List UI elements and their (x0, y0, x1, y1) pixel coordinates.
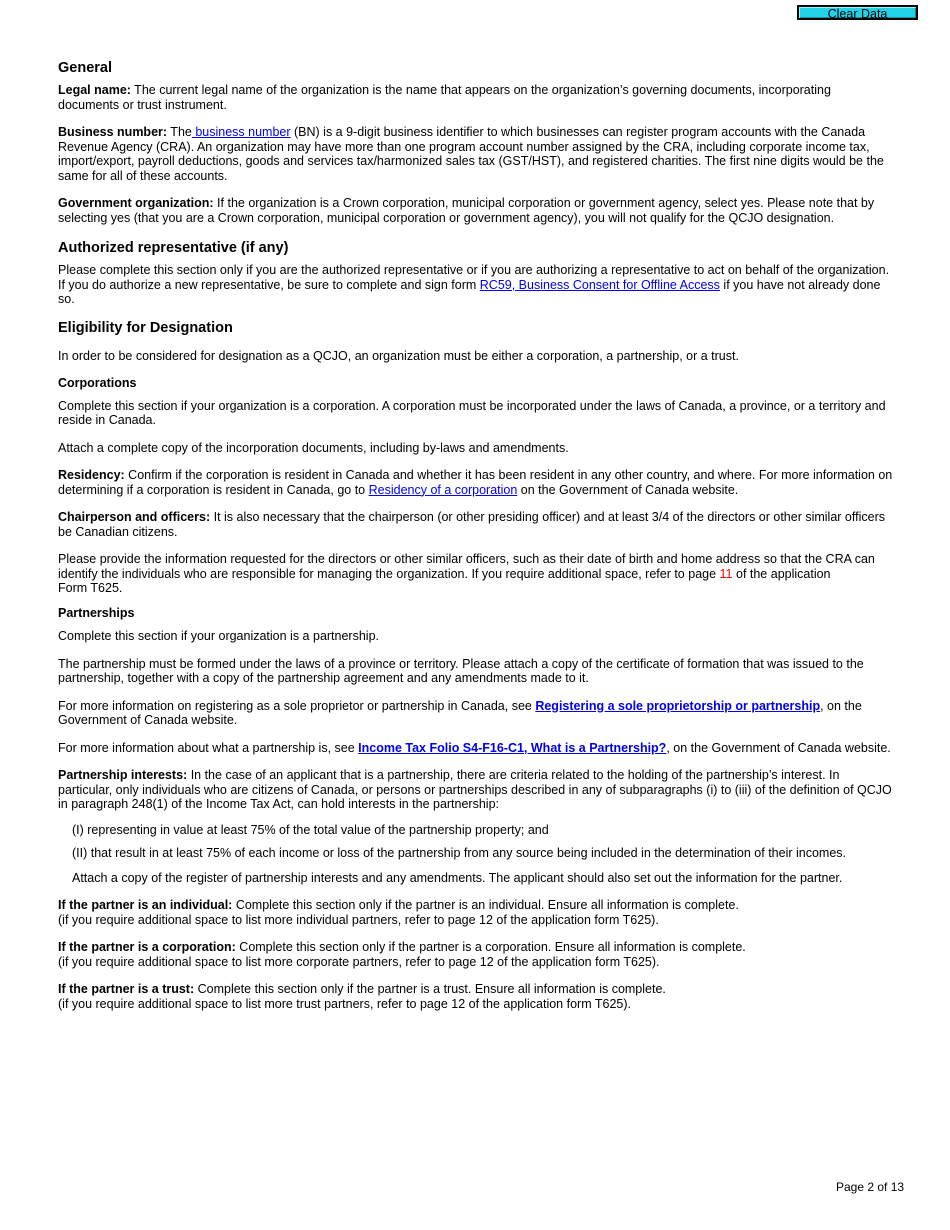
business-number-link[interactable]: business number (191, 125, 291, 139)
residency-post: on the Government of Canada website. (517, 482, 739, 497)
corporations-heading: Corporations (58, 376, 137, 390)
partner-trust-label: If the partner is a trust: (58, 982, 195, 996)
government-organization-label: Government organization: (58, 196, 214, 210)
directors-page-number: 11 (719, 566, 733, 581)
partnerships-paragraph-3 (58, 699, 894, 728)
partnership-interests-paragraph (58, 768, 894, 812)
legal-name-label: Legal name: (58, 83, 131, 97)
partnerships-heading: Partnerships (58, 605, 135, 620)
attach-register-text: Attach a copy of the register of partnership interests and any amendments. The applicant should also set out the information for the partner. (72, 870, 843, 885)
directors-text-mid: of the application (732, 566, 831, 581)
residency-label: Residency: (58, 468, 125, 482)
residency-link[interactable]: Residency of a corporation (368, 482, 518, 497)
residency-text: Confirm if the corporation is resident in Canada and whether it has been resident in any other country, and where. For more information on determining if a corporation is resident in Canada, go to (58, 468, 893, 497)
criteria-item-1: (I) representing in value at least 75% of the total value of the partnership property; and (72, 822, 549, 837)
clear-data-button[interactable]: Clear Data (797, 5, 918, 20)
partner-corporation-label: If the partner is a corporation: (58, 940, 236, 954)
authorized-representative-post: if you have not already done so. (58, 277, 881, 306)
partner-individual-note: (if you require additional space to list more individual partners, refer to page 12 of the application form T625). (58, 912, 659, 927)
instructions-body (58, 60, 894, 1011)
chairperson-paragraph (58, 510, 894, 539)
partner-corporation-note: (if you require additional space to list more corporate partners, refer to page 12 of the application form T625). (58, 954, 660, 969)
legal-name-text: The current legal name of the organization is the name that appears on the organization’s governing documents, incorporating documents or trust instrument. (58, 83, 831, 112)
partner-individual-paragraph (58, 898, 894, 927)
business-number-paragraph (58, 125, 894, 183)
partner-individual-text: Complete this section only if the partner is an individual. Ensure all information is complete. (232, 898, 739, 912)
partner-trust-note: (if you require additional space to list more trust partners, refer to page 12 of the application form T625). (58, 996, 631, 1011)
folio-text: For more information about what a partnership is, see (58, 740, 359, 755)
eligibility-heading: Eligibility for Designation (58, 319, 233, 336)
registering-post: , on the Government of Canada website. (58, 698, 862, 727)
rc59-link[interactable]: RC59, Business Consent for Offline Access (479, 277, 720, 292)
directors-paragraph (58, 552, 894, 596)
government-organization-paragraph (58, 196, 894, 225)
general-heading: General (58, 60, 112, 76)
partner-trust-paragraph (58, 982, 894, 1011)
partnership-interests-label: Partnership interests: (58, 768, 188, 782)
registering-link[interactable]: Registering a sole proprietorship or partnership (535, 698, 821, 713)
chairperson-label: Chairperson and officers: (58, 510, 211, 524)
directors-text-end: Form T625. (58, 581, 123, 595)
page-number: Page 2 of 13 (836, 1180, 905, 1194)
business-number-label: Business number: (58, 125, 168, 139)
criteria-item-2: (II) that result in at least 75% of each income or loss of the partnership from any source being included in the determination of their incomes. (72, 846, 847, 860)
partner-trust-text: Complete this section only if the partner is a trust. Ensure all information is complete. (194, 982, 666, 996)
authorized-representative-paragraph (58, 263, 894, 307)
business-number-text: (BN) is a 9-digit business identifier to which businesses can register program accounts with the Canada Revenue Agency (CRA). An organization may have more than one program account number assigned by the CRA, including corporate income tax, import/export, payroll deductions, goods and services tax/harmonized sales tax (GST/HST), and registered charities. The first nine digits would be the same for all of these accounts. (58, 125, 884, 183)
legal-name-paragraph (58, 83, 894, 112)
directors-text: Please provide the information requested for the directors or other similar officers, such as their date of birth and home address so that the CRA can identify the individuals who are responsible for managing the organization. If you require additional space, refer to page (58, 552, 875, 581)
authorized-representative-text: Please complete this section only if you are the authorized representative or if you are authorizing a representative to act on behalf of the organization. If you do authorize a new representative, be sure to complete and sign form (58, 263, 890, 292)
government-organization-text: If the organization is a Crown corporation, municipal corporation or government agency, select yes. Please note that by selecting yes (that you are a Crown corporation, municipal corporation or government agency), you will not qualify for the QCJO designation. (58, 196, 875, 225)
partnership-interests-text: In the case of an applicant that is a partnership, there are criteria related to the holding of the partnership’s interest. In particular, only individuals who are citizens of Canada, or persons or partnerships described in any of subparagraphs (i) to (iii) of the definition of QCJO in paragraph 248(1) of the Income Tax Act, can hold interests in the partnership: (58, 768, 892, 811)
partnerships-paragraph-4 (58, 741, 894, 756)
folio-link[interactable]: Income Tax Folio S4-F16-C1, What is a Partnership? (358, 740, 667, 755)
folio-post: , on the Government of Canada website. (666, 740, 891, 755)
partner-corporation-text: Complete this section only if the partner is a corporation. Ensure all information is complete. (235, 940, 746, 954)
partner-individual-label: If the partner is an individual: (58, 898, 233, 912)
partnerships-paragraph-2: The partnership must be formed under the laws of a province or territory. Please attach a copy of the certificate of formation that was issued to the partnership, together with a copy of the partnership agreement and any amendments made to it. (58, 656, 864, 685)
business-number-pre: The (167, 125, 192, 139)
registering-text: For more information on registering as a sole proprietor or partnership in Canada, see (58, 698, 536, 713)
partner-corporation-paragraph (58, 940, 894, 969)
partnerships-paragraph-1: Complete this section if your organization is a partnership. (58, 629, 379, 643)
corporations-paragraph-1: Complete this section if your organization is a corporation. A corporation must be incorporated under the laws of Canada, a province, or a territory and reside in Canada. (58, 398, 886, 427)
chairperson-text: It is also necessary that the chairperson (or other presiding officer) and at least 3/4 of the directors or other similar officers be Canadian citizens. (58, 510, 885, 539)
authorized-representative-heading: Authorized representative (if any) (58, 240, 289, 256)
eligibility-intro: In order to be considered for designation as a QCJO, an organization must be either a corporation, a partnership, or a trust. (58, 348, 739, 363)
corporations-paragraph-2: Attach a complete copy of the incorporation documents, including by-laws and amendments. (58, 440, 569, 455)
residency-paragraph (58, 468, 894, 497)
